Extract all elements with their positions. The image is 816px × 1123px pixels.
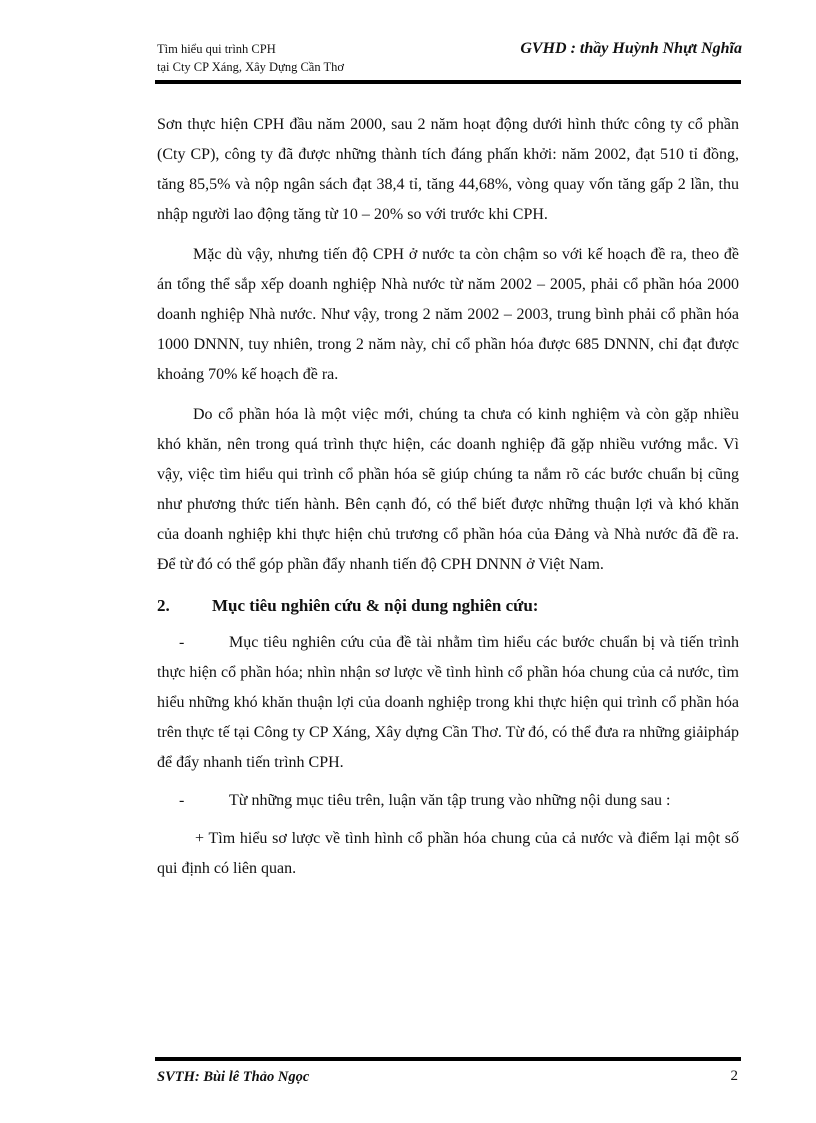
- section-heading: [157, 590, 739, 622]
- header-advisor: GVHD : thầy Huỳnh Nhựt Nghĩa: [520, 40, 742, 57]
- bullet-text-1: Mục tiêu nghiên cứu của đề tài nhằm tìm hiểu các bước chuẩn bị và tiến trình thực hiện cổ phần hóa; nhìn nhận sơ lược về tình hình cổ phần hóa chung của cả nước, tìm hiểu những khó khăn thuận lợi của doanh nghiệp trong khi thực hiện qui trình cổ phần hóa trên thực tế tại Công ty CP Xáng, Xây dựng Cần Thơ. Từ đó, có thể đưa ra những giảipháp để đẩy nhanh tiến trình CPH.: [157, 634, 739, 771]
- section-number: 2.: [157, 596, 170, 615]
- bullet-item-1: [157, 628, 739, 778]
- bullet-dash: -: [179, 792, 185, 809]
- page-number: 2: [730, 1068, 738, 1084]
- page-body: [157, 110, 739, 884]
- paragraph-3: Do cổ phần hóa là một việc mới, chúng ta chưa có kinh nghiệm và còn gặp nhiều khó khăn, nên trong quá trình thực hiện, các doanh nghiệp đã gặp nhiều vướng mắc. Vì vậy, việc tìm hiểu qui trình cổ phần hóa sẽ giúp chúng ta nắm rõ các bước chuẩn bị cũng như phương thức tiến hành. Bên cạnh đó, có thể biết được những thuận lợi và khó khăn của doanh nghiệp khi thực hiện chủ trương cổ phần hóa của Đảng và Nhà nước đã đề ra. Để từ đó có thể góp phần đẩy nhanh tiến độ CPH DNNN ở Việt Nam.: [157, 406, 739, 573]
- section-title: Mục tiêu nghiên cứu & nội dung nghiên cứu:: [212, 596, 539, 615]
- header-topic: Tìm hiểu qui trình CPH: [157, 42, 276, 56]
- bullet-item-2: [157, 786, 739, 816]
- paragraph-2: Mặc dù vậy, nhưng tiến độ CPH ở nước ta còn chậm so với kế hoạch đề ra, theo đề án tổng thể sắp xếp doanh nghiệp Nhà nước từ năm 2002 – 2005, phải cổ phần hóa 2000 doanh nghiệp Nhà nước. Như vậy, trong 2 năm 2002 – 2003, trung bình phải cổ phần hóa 1000 DNNN, tuy nhiên, trong 2 năm này, chỉ cổ phần hóa được 685 DNNN, chỉ đạt được khoảng 70% kế hoạch đề ra.: [157, 246, 739, 383]
- bullet-text-2: Từ những mục tiêu trên, luận văn tập trung vào những nội dung sau :: [229, 792, 671, 809]
- footer-rule: [155, 1057, 741, 1061]
- running-header: [157, 40, 344, 76]
- paragraph-1: Sơn thực hiện CPH đầu năm 2000, sau 2 năm hoạt động dưới hình thức công ty cổ phần (Cty CP), công ty đã được những thành tích đáng phấn khởi: năm 2002, đạt 510 tỉ đồng, tăng 85,5% và nộp ngân sách đạt 38,4 tỉ, tăng 44,68%, vòng quay vốn tăng gấp 2 lần, thu nhập người lao động tăng từ 10 – 20% so với trước khi CPH.: [157, 116, 739, 223]
- footer-student: SVTH: Bùi lê Thảo Ngọc: [157, 1069, 310, 1085]
- header-rule: [155, 80, 741, 84]
- plus-item-1: + Tìm hiểu sơ lược về tình hình cổ phần hóa chung của cả nước và điểm lại một số qui định có liên quan.: [157, 830, 739, 877]
- header-company: tại Cty CP Xáng, Xây Dựng Cần Thơ: [157, 60, 344, 74]
- bullet-dash: -: [179, 634, 185, 651]
